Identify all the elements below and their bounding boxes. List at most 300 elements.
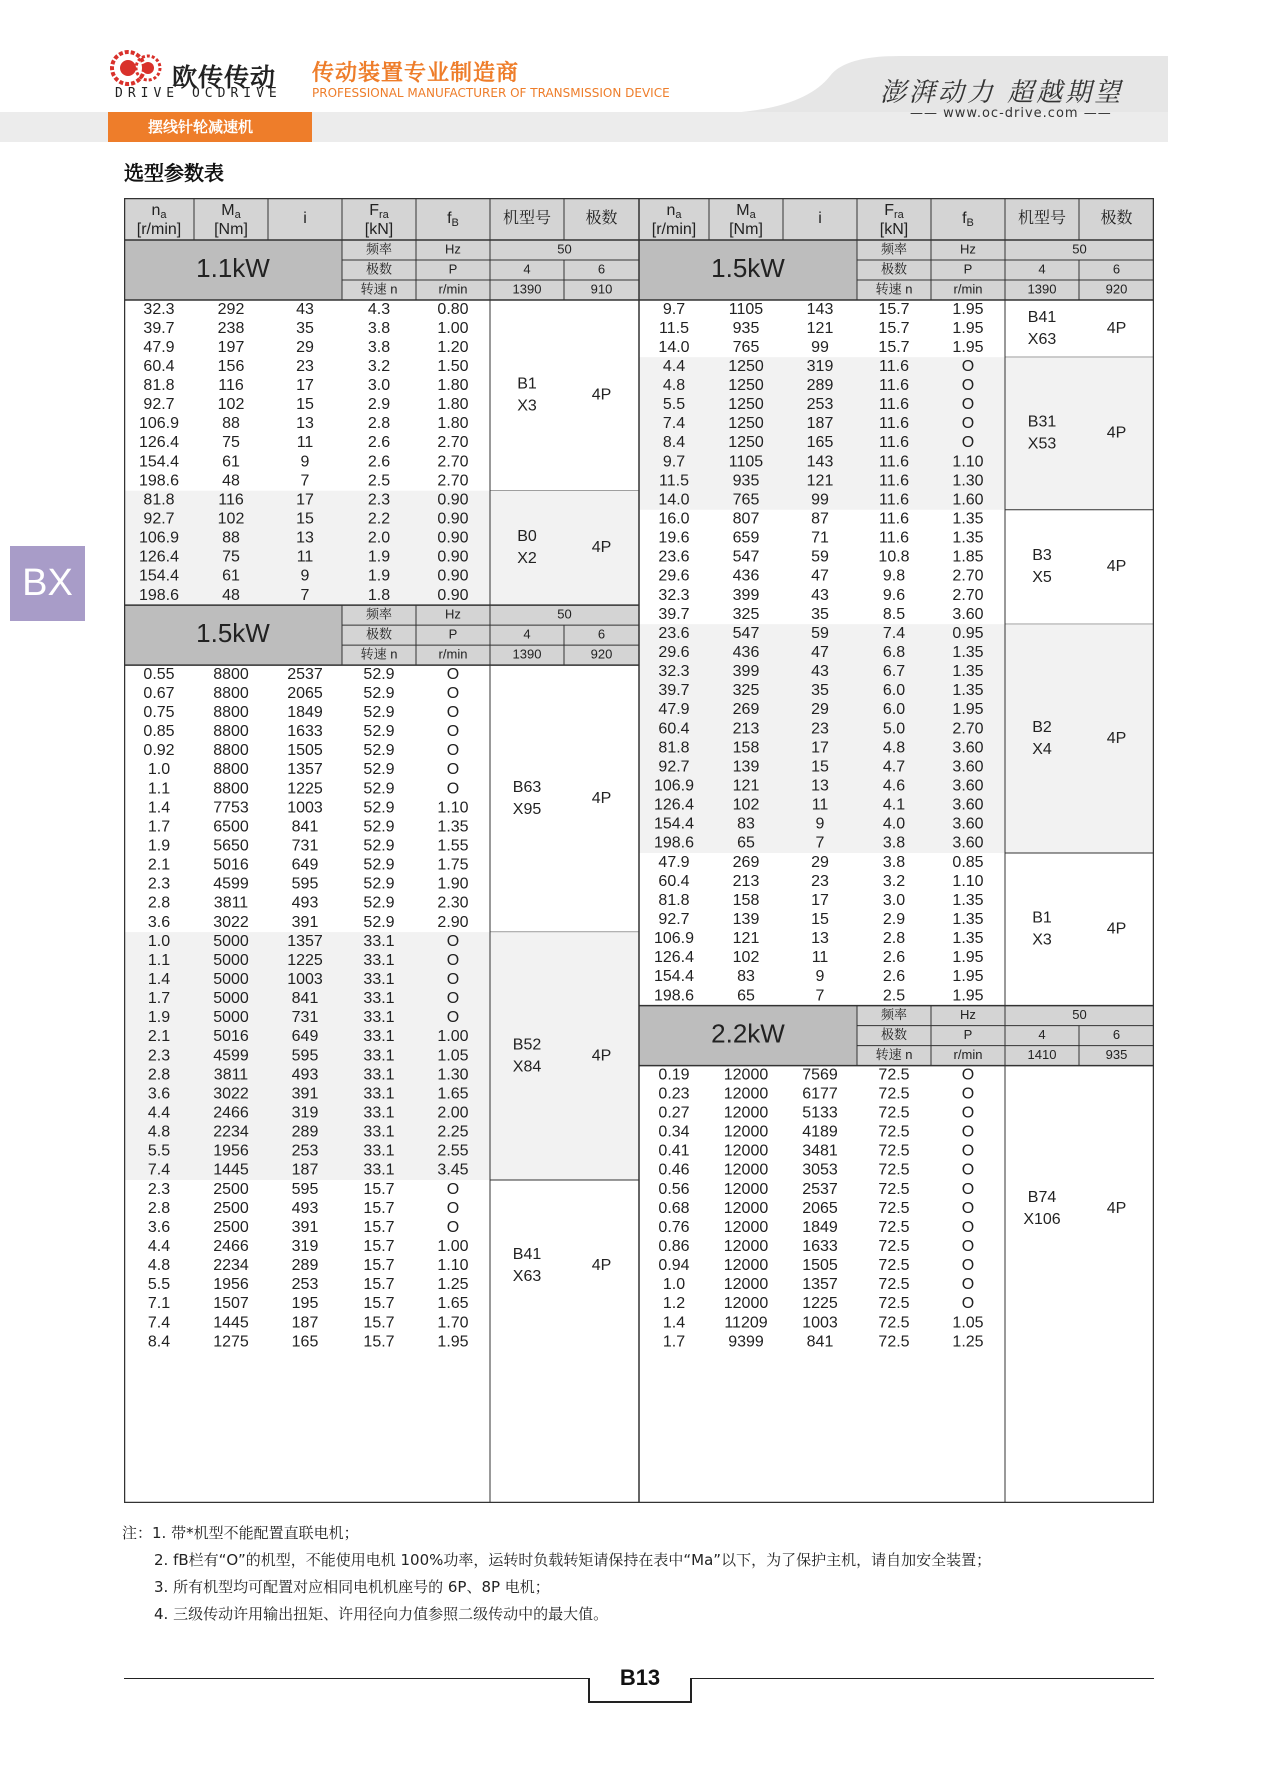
- table-cell: 4.4: [662, 357, 686, 375]
- column-header: 机型号: [1017, 210, 1067, 228]
- table-cell: 72.5: [878, 1218, 910, 1236]
- model-number: B3: [1032, 547, 1052, 565]
- table-cell: 935: [732, 319, 760, 337]
- table-cell: 61: [222, 567, 240, 585]
- table-cell: 33.1: [363, 1047, 395, 1065]
- table-cell: 165: [291, 1333, 319, 1351]
- table-cell: 3.2: [882, 872, 906, 890]
- table-cell: 33.1: [363, 1028, 395, 1046]
- column-header: $f_B$: [962, 210, 974, 229]
- table-cell: 165: [806, 434, 834, 452]
- table-cell: 1.0: [662, 1276, 686, 1294]
- model-number: X3: [517, 397, 537, 415]
- table-cell: 1.55: [437, 837, 469, 855]
- table-cell: 3.60: [952, 605, 984, 623]
- table-cell: 2500: [213, 1199, 249, 1217]
- table-cell: 0.95: [952, 624, 984, 642]
- column-unit: [kN]: [364, 221, 394, 239]
- table-cell: 1.95: [952, 968, 984, 986]
- table-cell: 2.8: [367, 415, 391, 433]
- table-cell: O: [446, 742, 460, 760]
- power-rating: 1.5kW: [196, 617, 270, 648]
- table-cell: 1.95: [952, 987, 984, 1005]
- table-cell: 1.10: [437, 799, 469, 817]
- table-cell: 33.1: [363, 951, 395, 969]
- table-cell: 4.8: [662, 377, 686, 395]
- table-cell: 3811: [213, 894, 249, 912]
- model-number: X106: [1023, 1210, 1061, 1228]
- table-cell: 81.8: [143, 377, 175, 395]
- table-cell: 292: [217, 300, 245, 318]
- table-cell: 289: [291, 1123, 319, 1141]
- table-cell: 12000: [723, 1295, 769, 1313]
- table-cell: 72.5: [878, 1123, 910, 1141]
- table-cell: 15.7: [363, 1218, 395, 1236]
- table-cell: 807: [732, 510, 760, 528]
- table-cell: 1.10: [952, 453, 984, 471]
- table-cell: 4.8: [147, 1123, 171, 1141]
- table-cell: O: [961, 396, 975, 414]
- table-cell: 10.8: [878, 548, 910, 566]
- table-cell: 1.1: [147, 951, 171, 969]
- table-cell: 493: [291, 1066, 319, 1084]
- table-cell: 11.6: [879, 377, 909, 395]
- table-cell: 15.7: [363, 1333, 395, 1351]
- table-cell: 35: [296, 319, 314, 337]
- table-cell: 1.35: [952, 910, 984, 929]
- table-cell: 8800: [213, 742, 249, 760]
- table-cell: O: [961, 377, 975, 395]
- meta-unit: r/min: [438, 281, 468, 297]
- table-cell: 0.90: [437, 529, 469, 547]
- table-cell: 52.9: [363, 799, 395, 817]
- table-cell: 198.6: [653, 834, 695, 852]
- table-cell: 75: [222, 434, 240, 452]
- table-cell: 0.76: [658, 1218, 690, 1236]
- table-cell: 1445: [213, 1314, 249, 1332]
- table-cell: O: [961, 1142, 975, 1160]
- table-cell: 5000: [213, 990, 249, 1008]
- table-cell: 2.6: [367, 453, 391, 471]
- meta-value: 50: [1072, 1007, 1087, 1023]
- table-cell: 2.5: [882, 987, 906, 1005]
- table-cell: 32.3: [143, 300, 175, 318]
- model-number: B2: [1032, 718, 1052, 736]
- table-cell: 4599: [213, 1047, 249, 1065]
- table-cell: 1.80: [437, 377, 469, 395]
- table-cell: 11: [296, 434, 314, 452]
- table-cell: 12000: [723, 1142, 769, 1160]
- table-cell: 4599: [213, 875, 249, 893]
- meta-unit: r/min: [953, 281, 983, 297]
- table-cell: 289: [806, 377, 834, 395]
- table-cell: 121: [732, 930, 760, 948]
- table-cell: 1505: [802, 1257, 838, 1275]
- table-cell: 32.3: [658, 663, 690, 681]
- table-cell: 3053: [802, 1161, 838, 1179]
- table-cell: 106.9: [653, 930, 695, 948]
- table-cell: 17: [296, 491, 314, 509]
- table-cell: 2234: [213, 1123, 249, 1141]
- table-cell: 121: [732, 777, 760, 795]
- model-number: B41: [512, 1246, 542, 1264]
- table-cell: 6.7: [882, 663, 906, 681]
- table-cell: 47: [811, 567, 829, 585]
- table-cell: 197: [217, 338, 245, 356]
- table-cell: 158: [732, 739, 760, 757]
- table-cell: 2500: [213, 1218, 249, 1236]
- table-cell: 15.7: [363, 1314, 395, 1332]
- table-cell: 11.6: [879, 357, 909, 375]
- note-item: 2. fB栏有“O”的机型，不能使用电机 100%功率，运转时负载转矩请保持在表中“Ma”以下，为了保护主机，请自加安全装置；: [154, 1551, 992, 1569]
- table-cell: 8.5: [882, 605, 906, 623]
- table-cell: 0.92: [143, 742, 175, 760]
- table-cell: 3.60: [952, 758, 984, 776]
- column-unit: [r/min]: [136, 221, 182, 239]
- selection-parameter-table: [124, 198, 1154, 1503]
- table-cell: 9: [300, 453, 310, 471]
- table-cell: 72.5: [878, 1085, 910, 1103]
- table-cell: 1.35: [952, 510, 984, 528]
- table-cell: 5.5: [662, 396, 686, 414]
- table-cell: 1.00: [437, 1237, 469, 1255]
- meta-value: 1390: [512, 281, 542, 297]
- model-number: X3: [1032, 931, 1052, 949]
- model-number: B74: [1027, 1188, 1057, 1206]
- table-cell: 9.7: [662, 300, 686, 318]
- table-cell: 2.70: [437, 472, 469, 490]
- table-cell: 1.80: [437, 396, 469, 414]
- table-cell: 65: [737, 834, 755, 852]
- table-graphic: [124, 198, 1154, 1503]
- table-cell: 391: [291, 913, 319, 931]
- table-cell: 43: [811, 663, 829, 681]
- table-cell: 158: [732, 891, 760, 909]
- table-cell: 9: [300, 567, 310, 585]
- table-cell: 52.9: [363, 723, 395, 741]
- table-cell: 1.65: [437, 1085, 469, 1103]
- table-cell: 59: [811, 548, 829, 566]
- table-cell: 1.25: [952, 1333, 984, 1351]
- table-cell: 33.1: [363, 1161, 395, 1179]
- table-cell: 15: [811, 758, 829, 776]
- table-cell: 2.30: [437, 894, 469, 912]
- model-number: B1: [517, 375, 537, 393]
- pole-count: 4P: [1106, 424, 1127, 442]
- table-cell: 547: [732, 548, 760, 566]
- table-cell: 1.30: [952, 472, 984, 490]
- table-cell: 238: [217, 319, 245, 337]
- table-cell: 13: [811, 930, 829, 948]
- table-cell: 7: [300, 586, 310, 604]
- table-cell: 8.4: [662, 434, 686, 452]
- table-cell: 0.67: [143, 684, 175, 702]
- table-cell: 11: [296, 548, 314, 566]
- table-cell: 187: [291, 1161, 319, 1179]
- table-cell: 15.7: [878, 319, 910, 337]
- table-cell: 3481: [802, 1142, 838, 1160]
- table-cell: O: [961, 1276, 975, 1294]
- table-cell: 1250: [728, 377, 764, 395]
- table-cell: O: [961, 1199, 975, 1217]
- table-cell: 126.4: [138, 434, 180, 452]
- table-cell: 187: [806, 415, 834, 433]
- table-cell: 253: [291, 1276, 319, 1294]
- pole-count: 4P: [591, 1047, 612, 1065]
- table-cell: 15: [296, 510, 314, 528]
- table-cell: 87: [811, 510, 829, 528]
- table-cell: 88: [222, 415, 240, 433]
- table-cell: 3.60: [952, 777, 984, 795]
- table-cell: 99: [811, 491, 829, 509]
- table-cell: 1.05: [952, 1314, 984, 1332]
- table-cell: 72.5: [878, 1237, 910, 1255]
- table-cell: 3811: [213, 1066, 249, 1084]
- table-cell: 59: [811, 624, 829, 642]
- meta-value: 50: [557, 241, 572, 257]
- table-cell: O: [446, 723, 460, 741]
- table-cell: 6500: [213, 818, 249, 836]
- table-cell: 52.9: [363, 856, 395, 874]
- table-cell: 23.6: [658, 624, 690, 642]
- column-unit: [r/min]: [651, 221, 697, 239]
- table-cell: 399: [732, 663, 760, 681]
- table-cell: 11.6: [879, 396, 909, 414]
- table-cell: 23.6: [658, 548, 690, 566]
- table-cell: O: [446, 1009, 460, 1027]
- meta-unit: r/min: [438, 646, 468, 662]
- table-cell: 3022: [213, 913, 249, 931]
- table-cell: 1225: [287, 951, 323, 969]
- table-cell: 3.6: [147, 1218, 171, 1236]
- table-cell: 5000: [213, 932, 249, 950]
- table-cell: 72.5: [878, 1314, 910, 1332]
- pole-count: 4P: [591, 386, 612, 404]
- meta-value: 920: [1105, 281, 1128, 297]
- table-cell: 11: [811, 949, 829, 967]
- table-cell: 1.4: [662, 1314, 686, 1332]
- meta-value: 6: [1112, 261, 1121, 277]
- table-cell: 19.6: [658, 529, 690, 547]
- table-cell: O: [961, 1123, 975, 1141]
- table-cell: 3.0: [367, 377, 391, 395]
- table-cell: 143: [806, 300, 834, 318]
- table-cell: 1956: [213, 1142, 249, 1160]
- table-cell: 52.9: [363, 761, 395, 779]
- table-cell: 1275: [213, 1333, 249, 1351]
- table-cell: 29.6: [658, 567, 690, 585]
- table-cell: 595: [291, 1180, 319, 1198]
- table-cell: 33.1: [363, 1066, 395, 1084]
- table-cell: 52.9: [363, 837, 395, 855]
- table-cell: 11.6: [879, 472, 909, 490]
- table-cell: 52.9: [363, 913, 395, 931]
- table-cell: 765: [732, 491, 760, 509]
- table-cell: 6.8: [882, 644, 906, 662]
- meta-unit: P: [963, 1027, 973, 1043]
- table-cell: 52.9: [363, 704, 395, 722]
- table-cell: 3.8: [367, 319, 391, 337]
- table-cell: O: [961, 415, 975, 433]
- model-number: B41: [1027, 308, 1057, 326]
- table-cell: 5000: [213, 1009, 249, 1027]
- table-cell: 1.4: [147, 799, 171, 817]
- table-cell: 1357: [287, 761, 323, 779]
- table-cell: 33.1: [363, 1104, 395, 1122]
- table-cell: 2.90: [437, 913, 469, 931]
- note-item: 注：1. 带*机型不能配置直联电机；: [122, 1524, 359, 1542]
- table-cell: 0.90: [437, 491, 469, 509]
- table-cell: 15.7: [878, 338, 910, 356]
- model-number: X5: [1032, 569, 1052, 587]
- table-cell: 116: [218, 377, 244, 395]
- model-number: X2: [517, 550, 537, 568]
- table-cell: 52.9: [363, 875, 395, 893]
- table-cell: 0.80: [437, 300, 469, 318]
- table-cell: O: [446, 1199, 460, 1217]
- table-cell: 3.45: [437, 1161, 469, 1179]
- table-cell: 11.5: [659, 472, 689, 490]
- table-cell: 4.7: [882, 758, 906, 776]
- table-cell: 15.7: [363, 1295, 395, 1313]
- table-cell: 2.9: [882, 910, 906, 929]
- table-cell: 0.94: [658, 1257, 690, 1275]
- table-cell: 11.6: [879, 453, 909, 471]
- table-cell: 1.35: [952, 644, 984, 662]
- table-cell: 319: [291, 1237, 319, 1255]
- table-cell: O: [446, 970, 460, 989]
- model-number: X95: [512, 800, 542, 818]
- table-cell: 88: [222, 529, 240, 547]
- column-unit: [kN]: [879, 221, 909, 239]
- model-number: X63: [512, 1268, 542, 1286]
- table-cell: 319: [806, 357, 834, 375]
- table-cell: 16.0: [658, 510, 690, 528]
- meta-label: 极数: [880, 261, 908, 277]
- table-cell: 9: [815, 815, 825, 833]
- table-cell: 139: [732, 758, 760, 776]
- table-cell: 156: [217, 357, 245, 375]
- table-cell: 0.90: [437, 567, 469, 585]
- table-cell: 14.0: [658, 491, 690, 509]
- table-cell: O: [446, 761, 460, 779]
- table-cell: 15: [296, 396, 314, 414]
- table-cell: 3.2: [367, 357, 391, 375]
- table-cell: 33.1: [363, 1085, 395, 1103]
- table-cell: 1.10: [437, 1257, 469, 1275]
- note-item: 4. 三级传动许用输出扭矩、许用径向力值参照二级传动中的最大值。: [154, 1605, 609, 1623]
- meta-label: 转速 n: [875, 281, 913, 297]
- table-cell: 2537: [802, 1180, 838, 1198]
- meta-value: 6: [597, 626, 606, 642]
- table-cell: 2.1: [147, 856, 171, 874]
- table-cell: 6.0: [882, 682, 906, 700]
- table-cell: O: [446, 990, 460, 1008]
- meta-value: 50: [1072, 241, 1087, 257]
- table-cell: 9399: [728, 1333, 764, 1351]
- table-cell: 1.95: [952, 319, 984, 337]
- table-cell: 72.5: [878, 1180, 910, 1198]
- table-cell: 436: [732, 644, 760, 662]
- power-rating: 1.1kW: [196, 252, 270, 283]
- table-cell: 29: [811, 701, 829, 719]
- table-cell: 1.70: [437, 1314, 469, 1332]
- table-cell: 106.9: [138, 415, 180, 433]
- table-cell: 3.0: [882, 891, 906, 909]
- table-cell: 1.95: [952, 300, 984, 318]
- table-cell: 1.30: [437, 1066, 469, 1084]
- model-number: B0: [517, 528, 537, 546]
- pole-count: 4P: [1106, 1199, 1127, 1217]
- table-cell: 0.34: [658, 1123, 690, 1141]
- table-cell: 1507: [213, 1295, 249, 1313]
- table-cell: 399: [732, 586, 760, 604]
- column-header: $F_{ra}$: [884, 202, 904, 221]
- table-cell: 1445: [213, 1161, 249, 1179]
- table-cell: 15.7: [363, 1199, 395, 1217]
- meta-label: 转速 n: [360, 646, 398, 662]
- table-cell: 1.9: [147, 1009, 171, 1027]
- table-cell: 2.70: [437, 453, 469, 471]
- meta-label: 频率: [880, 241, 908, 257]
- meta-label: 频率: [365, 241, 393, 257]
- table-cell: 121: [806, 472, 834, 490]
- table-cell: 1.35: [437, 818, 469, 836]
- table-cell: 39.7: [658, 605, 690, 623]
- table-cell: 0.86: [658, 1237, 690, 1255]
- table-cell: 4.4: [147, 1237, 171, 1255]
- website: —— www.oc-drive.com ——: [910, 106, 1112, 121]
- table-cell: 14.0: [658, 338, 690, 356]
- table-cell: 1.4: [147, 970, 171, 989]
- slogan-cn: 传动装置专业制造商: [312, 61, 520, 86]
- table-cell: 2.3: [147, 875, 171, 893]
- power-rating: 1.5kW: [711, 252, 785, 283]
- table-cell: 9.6: [882, 586, 906, 604]
- table-cell: 12000: [723, 1199, 769, 1217]
- table-cell: 2065: [287, 684, 323, 702]
- table-cell: 11.6: [879, 491, 909, 509]
- model-number: X53: [1027, 435, 1057, 453]
- meta-value: 4: [523, 626, 531, 642]
- table-cell: 2500: [213, 1180, 249, 1198]
- table-cell: 9.7: [662, 453, 686, 471]
- table-cell: 72.5: [878, 1142, 910, 1160]
- meta-label: 转速 n: [875, 1047, 913, 1063]
- column-unit: [Nm]: [729, 221, 763, 239]
- table-cell: 83: [737, 968, 755, 986]
- column-header: $F_{ra}$: [369, 202, 389, 221]
- table-cell: O: [446, 932, 460, 950]
- table-cell: 1.05: [437, 1047, 469, 1065]
- table-cell: 1.95: [952, 949, 984, 967]
- meta-label: 极数: [365, 626, 393, 642]
- table-cell: 7: [815, 987, 825, 1005]
- page-title: 选型参数表: [124, 161, 224, 185]
- model-number: B52: [512, 1036, 542, 1054]
- table-cell: 2.6: [882, 949, 906, 967]
- table-cell: O: [446, 665, 460, 683]
- column-header: i: [303, 210, 307, 228]
- meta-unit: P: [448, 261, 458, 277]
- table-cell: 7.4: [147, 1161, 171, 1179]
- meta-value: 1410: [1027, 1047, 1057, 1063]
- table-cell: 12000: [723, 1218, 769, 1236]
- table-cell: 2.1: [147, 1028, 171, 1046]
- table-cell: 33.1: [363, 1123, 395, 1141]
- table-cell: 65: [737, 987, 755, 1005]
- table-cell: 1.35: [952, 663, 984, 681]
